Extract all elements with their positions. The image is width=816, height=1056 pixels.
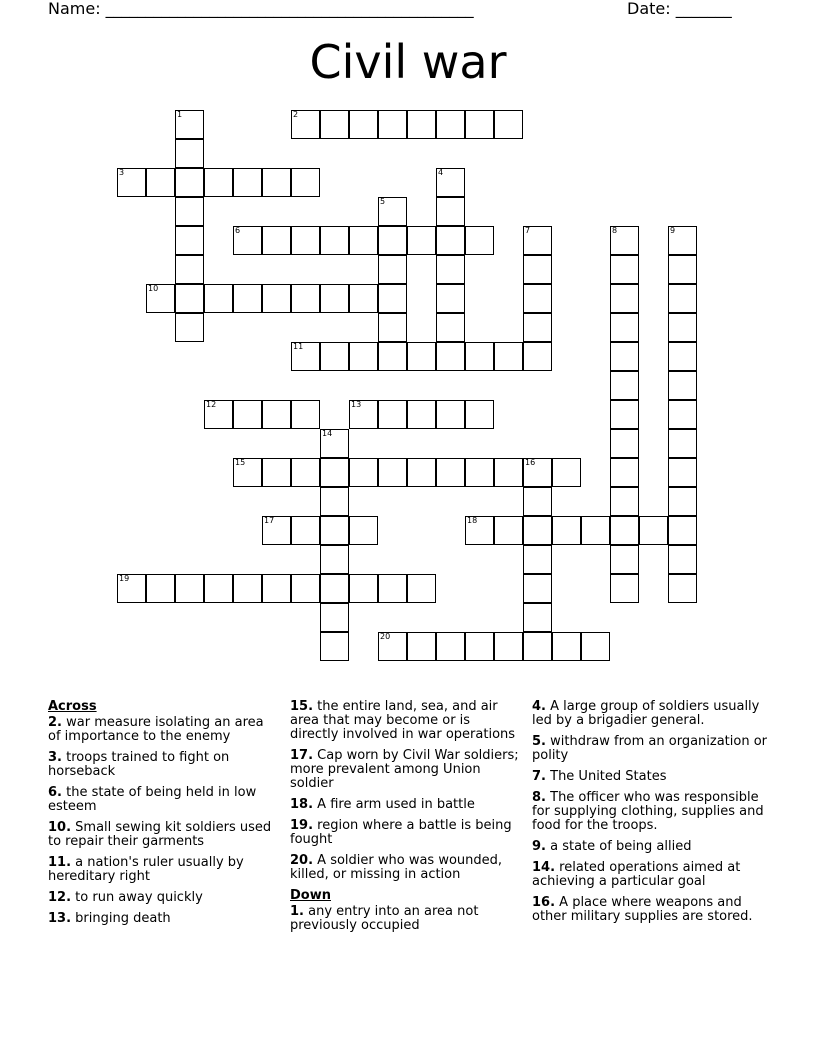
clue-number: 2. (48, 715, 62, 730)
down-heading: Down (290, 888, 331, 903)
grid-cell[interactable] (610, 226, 639, 255)
grid-cell[interactable] (175, 255, 204, 284)
grid-cell[interactable] (610, 371, 639, 400)
clue-across-20 (290, 854, 522, 882)
clue-number: 17. (290, 748, 314, 763)
grid-cell[interactable] (407, 342, 436, 371)
grid-cell[interactable] (262, 516, 291, 545)
grid-cell[interactable] (668, 429, 697, 458)
clue-text: withdraw from an organization or polity (532, 734, 768, 763)
clue-text: region where a battle is being fought (290, 818, 512, 847)
clue-number: 14. (532, 860, 556, 875)
grid-cell[interactable] (233, 400, 262, 429)
grid-cell[interactable] (262, 168, 291, 197)
cell-number: 3 (119, 168, 125, 177)
grid-cell[interactable] (262, 458, 291, 487)
grid-cell[interactable] (349, 110, 378, 139)
grid-cell[interactable] (523, 313, 552, 342)
grid-cell[interactable] (117, 168, 146, 197)
grid-cell[interactable] (262, 284, 291, 313)
grid-cell[interactable] (610, 487, 639, 516)
grid-cell[interactable] (407, 400, 436, 429)
across-heading: Across (48, 699, 97, 714)
grid-cell[interactable] (291, 168, 320, 197)
grid-cell[interactable] (436, 342, 465, 371)
clue-number: 6. (48, 785, 62, 800)
cell-number: 18 (467, 516, 478, 525)
grid-cell[interactable] (668, 226, 697, 255)
grid-cell[interactable] (668, 400, 697, 429)
grid-cell[interactable] (291, 400, 320, 429)
grid-cell[interactable] (639, 516, 668, 545)
clue-column-2 (290, 700, 522, 940)
grid-cell[interactable] (494, 516, 523, 545)
name-line: Name: ______________________________________________ (48, 0, 474, 18)
grid-cell[interactable] (523, 284, 552, 313)
clue-text: a state of being allied (550, 839, 692, 854)
clue-text: related operations aimed at achieving a particular goal (532, 860, 741, 889)
clue-text: war measure isolating an area of importance to the enemy (48, 715, 264, 744)
grid-cell[interactable] (407, 110, 436, 139)
grid-cell[interactable] (291, 110, 320, 139)
clue-number: 16. (532, 895, 556, 910)
clue-text: The officer who was responsible for supplying clothing, supplies and food for the troops. (532, 790, 764, 833)
grid-cell[interactable] (320, 458, 349, 487)
grid-cell[interactable] (610, 400, 639, 429)
puzzle-title: Civil war (309, 35, 507, 89)
grid-cell[interactable] (146, 284, 175, 313)
clue-number: 19. (290, 818, 314, 833)
grid-cell[interactable] (494, 110, 523, 139)
grid-cell[interactable] (581, 632, 610, 661)
clue-number: 4. (532, 699, 546, 714)
grid-cell[interactable] (581, 516, 610, 545)
grid-cell[interactable] (378, 400, 407, 429)
clue-down-5 (532, 735, 768, 763)
grid-cell[interactable] (523, 342, 552, 371)
grid-cell[interactable] (436, 458, 465, 487)
clue-number: 1. (290, 904, 304, 919)
grid-cell[interactable] (291, 226, 320, 255)
cell-number: 19 (119, 574, 130, 583)
grid-cell[interactable] (465, 458, 494, 487)
clue-text: Small sewing kit soldiers used to repair their garments (48, 820, 272, 849)
grid-cell[interactable] (349, 574, 378, 603)
grid-cell[interactable] (436, 226, 465, 255)
grid-cell[interactable] (378, 313, 407, 342)
grid-cell[interactable] (146, 574, 175, 603)
clue-text: troops trained to fight on horseback (48, 750, 230, 779)
grid-cell[interactable] (291, 574, 320, 603)
cell-number: 12 (206, 400, 217, 409)
grid-cell[interactable] (407, 226, 436, 255)
date-line: Date: _______ (627, 0, 732, 18)
grid-cell[interactable] (378, 342, 407, 371)
clue-text: to run away quickly (75, 890, 203, 905)
clue-down-16 (532, 896, 768, 924)
grid-cell[interactable] (175, 284, 204, 313)
grid-cell[interactable] (436, 313, 465, 342)
grid-cell[interactable] (320, 284, 349, 313)
grid-cell[interactable] (436, 400, 465, 429)
grid-cell[interactable] (668, 371, 697, 400)
grid-cell[interactable] (262, 226, 291, 255)
grid-cell[interactable] (291, 342, 320, 371)
clue-number: 3. (48, 750, 62, 765)
grid-cell[interactable] (494, 342, 523, 371)
clue-column-3 (532, 700, 768, 931)
grid-cell[interactable] (494, 632, 523, 661)
grid-cell[interactable] (378, 197, 407, 226)
grid-cell[interactable] (233, 574, 262, 603)
clue-text: A large group of soldiers usually led by a brigadier general. (532, 699, 760, 728)
clue-number: 8. (532, 790, 546, 805)
grid-cell[interactable] (465, 226, 494, 255)
grid-cell[interactable] (175, 139, 204, 168)
grid-cell[interactable] (204, 400, 233, 429)
grid-cell[interactable] (204, 574, 233, 603)
clue-down-8 (532, 791, 768, 833)
grid-cell[interactable] (175, 197, 204, 226)
grid-cell[interactable] (320, 342, 349, 371)
grid-cell[interactable] (233, 458, 262, 487)
grid-cell[interactable] (465, 110, 494, 139)
grid-cell[interactable] (378, 284, 407, 313)
grid-cell[interactable] (378, 226, 407, 255)
grid-cell[interactable] (378, 110, 407, 139)
grid-cell[interactable] (320, 574, 349, 603)
cell-number: 17 (264, 516, 275, 525)
clue-number: 10. (48, 820, 72, 835)
clue-down-4 (532, 700, 768, 728)
grid-cell[interactable] (349, 284, 378, 313)
grid-cell[interactable] (436, 168, 465, 197)
grid-cell[interactable] (320, 487, 349, 516)
clue-across-12 (48, 891, 273, 905)
grid-cell[interactable] (465, 632, 494, 661)
clue-number: 7. (532, 769, 546, 784)
clue-number: 13. (48, 911, 72, 926)
cell-number: 15 (235, 458, 246, 467)
grid-cell[interactable] (349, 516, 378, 545)
clue-down-14 (532, 861, 768, 889)
grid-cell[interactable] (407, 458, 436, 487)
grid-cell[interactable] (610, 342, 639, 371)
cell-number: 16 (525, 458, 536, 467)
grid-cell[interactable] (523, 545, 552, 574)
grid-cell[interactable] (668, 545, 697, 574)
grid-cell[interactable] (349, 226, 378, 255)
clue-across-18 (290, 798, 522, 812)
clue-text: bringing death (75, 911, 171, 926)
grid-cell[interactable] (175, 313, 204, 342)
grid-cell[interactable] (320, 603, 349, 632)
clue-text: Cap worn by Civil War soldiers; more prevalent among Union soldier (290, 748, 519, 791)
grid-cell[interactable] (610, 574, 639, 603)
cell-number: 11 (293, 342, 304, 351)
grid-cell[interactable] (320, 429, 349, 458)
cell-number: 6 (235, 226, 241, 235)
clue-across-10 (48, 821, 273, 849)
clue-across-2 (48, 716, 273, 744)
grid-cell[interactable] (668, 487, 697, 516)
grid-cell[interactable] (668, 574, 697, 603)
cell-number: 5 (380, 197, 386, 206)
grid-cell[interactable] (668, 255, 697, 284)
grid-cell[interactable] (610, 313, 639, 342)
cell-number: 9 (670, 226, 676, 235)
grid-cell[interactable] (523, 458, 552, 487)
clue-number: 5. (532, 734, 546, 749)
grid-cell[interactable] (668, 342, 697, 371)
cell-number: 7 (525, 226, 531, 235)
clue-number: 20. (290, 853, 314, 868)
grid-cell[interactable] (320, 110, 349, 139)
grid-cell[interactable] (291, 458, 320, 487)
grid-cell[interactable] (523, 574, 552, 603)
grid-cell[interactable] (407, 632, 436, 661)
grid-cell[interactable] (465, 400, 494, 429)
grid-cell[interactable] (523, 255, 552, 284)
grid-cell[interactable] (436, 284, 465, 313)
grid-cell[interactable] (349, 342, 378, 371)
cell-number: 13 (351, 400, 362, 409)
grid-cell[interactable] (291, 284, 320, 313)
grid-cell[interactable] (233, 168, 262, 197)
grid-cell[interactable] (349, 400, 378, 429)
clue-down-7 (532, 770, 768, 784)
cell-number: 14 (322, 429, 333, 438)
grid-cell[interactable] (668, 284, 697, 313)
grid-cell[interactable] (523, 603, 552, 632)
grid-cell[interactable] (320, 632, 349, 661)
clue-number: 12. (48, 890, 72, 905)
grid-cell[interactable] (436, 255, 465, 284)
grid-cell[interactable] (610, 255, 639, 284)
grid-cell[interactable] (349, 458, 378, 487)
cell-number: 20 (380, 632, 391, 641)
grid-cell[interactable] (610, 429, 639, 458)
cell-number: 1 (177, 110, 183, 119)
grid-cell[interactable] (117, 574, 146, 603)
grid-cell[interactable] (262, 400, 291, 429)
grid-cell[interactable] (436, 197, 465, 226)
clue-number: 18. (290, 797, 314, 812)
clue-text: A place where weapons and other military supplies are stored. (532, 895, 753, 924)
clue-down-9 (532, 840, 768, 854)
grid-cell[interactable] (378, 255, 407, 284)
grid-cell[interactable] (552, 516, 581, 545)
clue-across-3 (48, 751, 273, 779)
grid-cell[interactable] (610, 516, 639, 545)
clue-text: a nation's ruler usually by hereditary right (48, 855, 244, 884)
grid-cell[interactable] (204, 284, 233, 313)
clue-across-11 (48, 856, 273, 884)
grid-cell[interactable] (610, 545, 639, 574)
grid-cell[interactable] (233, 226, 262, 255)
grid-cell[interactable] (523, 632, 552, 661)
grid-cell[interactable] (436, 110, 465, 139)
cell-number: 4 (438, 168, 444, 177)
grid-cell[interactable] (610, 458, 639, 487)
grid-cell[interactable] (204, 168, 233, 197)
clue-number: 15. (290, 699, 314, 714)
clue-text: any entry into an area not previously occupied (290, 904, 479, 933)
grid-cell[interactable] (320, 516, 349, 545)
clue-across-19 (290, 819, 522, 847)
clue-across-17 (290, 749, 522, 791)
grid-cell[interactable] (378, 458, 407, 487)
grid-cell[interactable] (146, 168, 175, 197)
cell-number: 10 (148, 284, 159, 293)
grid-cell[interactable] (175, 110, 204, 139)
grid-cell[interactable] (378, 632, 407, 661)
grid-cell[interactable] (552, 632, 581, 661)
grid-cell[interactable] (378, 574, 407, 603)
grid-cell[interactable] (320, 226, 349, 255)
grid-cell[interactable] (233, 284, 262, 313)
grid-cell[interactable] (523, 516, 552, 545)
grid-cell[interactable] (523, 487, 552, 516)
clue-across-15 (290, 700, 522, 742)
clue-text: the state of being held in low esteem (48, 785, 257, 814)
grid-cell[interactable] (610, 284, 639, 313)
grid-cell[interactable] (668, 516, 697, 545)
grid-cell[interactable] (262, 574, 291, 603)
clue-down-1 (290, 905, 522, 933)
grid-cell[interactable] (291, 516, 320, 545)
clue-text: A soldier who was wounded, killed, or missing in action (290, 853, 503, 882)
clue-number: 11. (48, 855, 72, 870)
cell-number: 8 (612, 226, 618, 235)
clue-text: A fire arm used in battle (317, 797, 475, 812)
grid-cell[interactable] (668, 458, 697, 487)
clue-column-1 (48, 700, 273, 933)
clue-across-13 (48, 912, 273, 926)
grid-cell[interactable] (494, 458, 523, 487)
grid-cell[interactable] (465, 342, 494, 371)
grid-cell[interactable] (407, 574, 436, 603)
grid-cell[interactable] (175, 226, 204, 255)
grid-cell[interactable] (465, 516, 494, 545)
grid-cell[interactable] (523, 226, 552, 255)
grid-cell[interactable] (320, 545, 349, 574)
grid-cell[interactable] (436, 632, 465, 661)
grid-cell[interactable] (668, 313, 697, 342)
clue-across-6 (48, 786, 273, 814)
clue-text: the entire land, sea, and air area that may become or is directly involved in war operations (290, 699, 516, 742)
grid-cell[interactable] (552, 458, 581, 487)
clue-number: 9. (532, 839, 546, 854)
grid-cell[interactable] (175, 168, 204, 197)
grid-cell[interactable] (175, 574, 204, 603)
cell-number: 2 (293, 110, 299, 119)
clue-text: The United States (550, 769, 667, 784)
